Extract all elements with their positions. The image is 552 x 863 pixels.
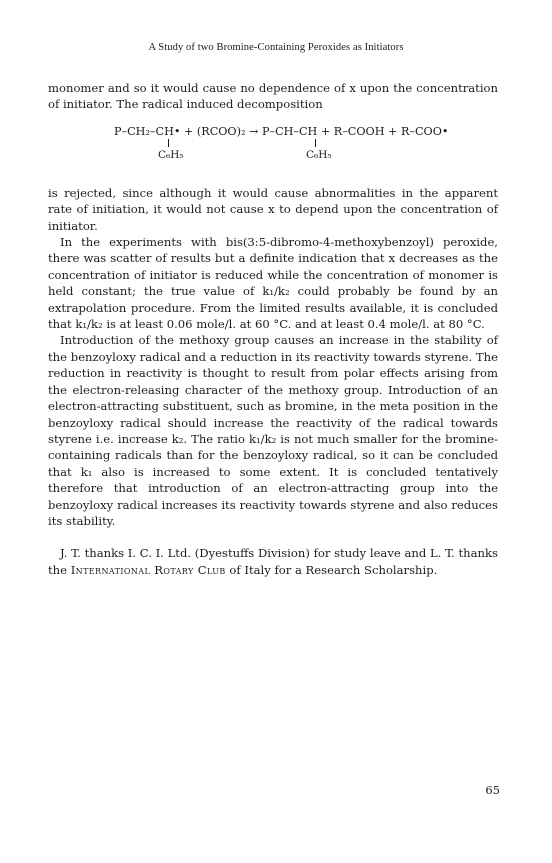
acknowledgement-organization: International Rotary Club <box>70 562 226 577</box>
body-text <box>48 80 498 578</box>
acknowledgement-text-2: of Italy for a Research Scholarship. <box>225 562 438 577</box>
equation-main: P–CH₂–CH• + (RCOO)₂ → P–CH–CH + R–COOH + R–COO• <box>114 124 449 138</box>
chemical-equation <box>48 121 498 175</box>
page-number: 65 <box>485 783 500 797</box>
equation-bond-right <box>315 139 316 147</box>
equation-substituent-right: C₆H₅ <box>306 148 332 161</box>
acknowledgement-text-1: J. T. thanks I. C. I. Ltd. (Dyestuffs Division) for study leave and L. T. thanks the <box>48 546 498 577</box>
equation-substituent-left: C₆H₅ <box>158 148 184 161</box>
paragraph-4: Introduction of the methoxy group causes an increase in the stability of the benzoyloxy radical and a reduction in its reactivity towards styrene. The reduction in reactivity is thought to result from polar effects arising from the electron-releasing character of the methoxy group. Introduction of an electron-attracting substituent, such as bromine, in the meta position in the benzoyloxy radical should increase the reactivity of the radical towards styrene i.e. increase k₂. The ratio k₁/k₂ is not much smaller for the bromine-containing radicals than for the benzoyloxy radical, so it can be concluded that k₁ also is increased to some extent. It is concluded tentatively therefore that introduction of an electron-attracting group into the benzoyloxy radical increases its reactivity towards styrene and also reduces its stability. <box>48 333 498 528</box>
paragraph-1: monomer and so it would cause no dependence of x upon the concentration of initiator. The radical induced decomposition <box>48 81 498 112</box>
paragraph-2: is rejected, since although it would cause abnormalities in the apparent rate of initiation, it would not cause x to depend upon the concentration of initiator. <box>48 185 498 233</box>
paragraph-3: In the experiments with bis(3:5-dibromo-4-methoxybenzoyl) peroxide, there was scatter of results but a definite indication that x decreases as the concentration of initiator is reduced while the concentration of monomer is held constant; the true value of k₁/k₂ could probably be found by an extrapolation procedure. From the limited results available, it is concluded that k₁/k₂ is at least 0.06 mole/l. at 60 °C. and at least 0.4 mole/l. at 80 °C. <box>48 235 498 332</box>
acknowledgement <box>48 545 498 578</box>
equation-bond-left <box>168 139 169 147</box>
running-head: A Study of two Bromine-Containing Peroxides as Initiators <box>148 42 404 53</box>
